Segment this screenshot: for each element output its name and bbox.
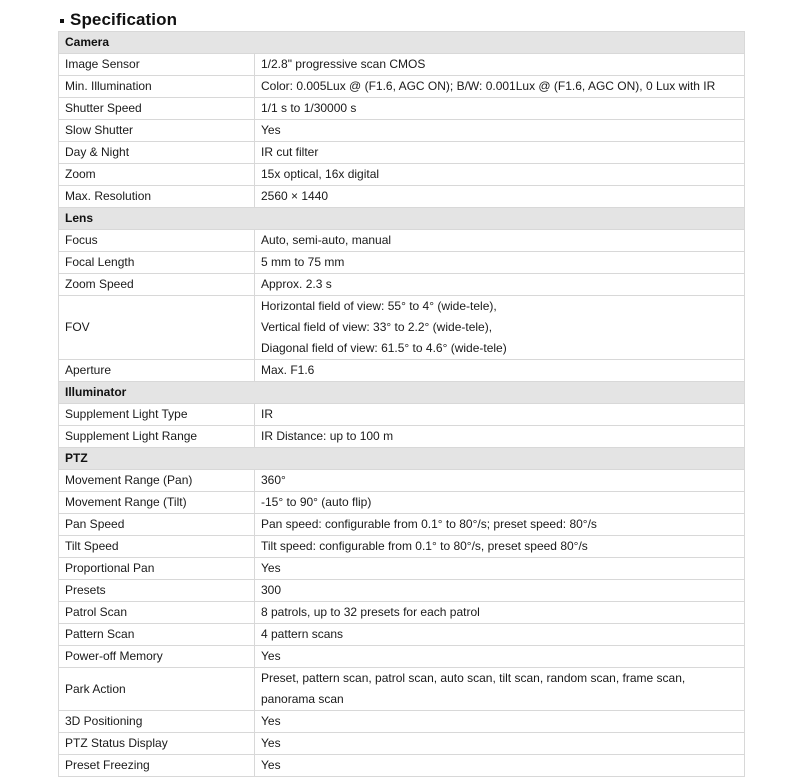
spec-value-line: Yes [261,714,281,728]
spec-value [255,646,745,668]
spec-label: Presets [59,580,255,602]
spec-value [255,558,745,580]
spec-label: Pattern Scan [59,624,255,646]
spec-label: Aperture [59,360,255,382]
spec-label: PTZ Status Display [59,733,255,755]
table-row [59,536,745,558]
table-row [59,558,745,580]
table-row [59,492,745,514]
table-row [59,426,745,448]
table-row [59,646,745,668]
spec-value [255,711,745,733]
table-row [59,602,745,624]
section-title: Lens [59,208,745,230]
spec-label: Supplement Light Range [59,426,255,448]
spec-label: Focal Length [59,252,255,274]
spec-value-line: 8 patrols, up to 32 presets for each patrol [261,605,480,619]
table-row [59,230,745,252]
table-row [59,54,745,76]
spec-value-line: Color: 0.005Lux @ (F1.6, AGC ON); B/W: 0.001Lux @ (F1.6, AGC ON), 0 Lux with IR [261,79,716,93]
table-row [59,120,745,142]
spec-value-line: 1/1 s to 1/30000 s [261,101,357,115]
table-row [59,404,745,426]
spec-value [255,296,745,360]
spec-label: Zoom Speed [59,274,255,296]
table-row [59,733,745,755]
spec-label: Movement Range (Tilt) [59,492,255,514]
spec-label: Power-off Memory [59,646,255,668]
section-header-lens [59,208,745,230]
spec-table-body [59,32,745,777]
spec-value [255,98,745,120]
table-row [59,274,745,296]
spec-value-line: Diagonal field of view: 61.5° to 4.6° (wide-tele) [261,341,507,355]
spec-value [255,404,745,426]
spec-value-line: IR Distance: up to 100 m [261,429,394,443]
spec-label: Max. Resolution [59,186,255,208]
spec-value-line: Yes [261,758,281,772]
spec-value [255,668,745,711]
spec-value-line: 15x optical, 16x digital [261,167,380,181]
spec-value [255,733,745,755]
table-row [59,76,745,98]
spec-value [255,252,745,274]
spec-label: Min. Illumination [59,76,255,98]
spec-value-line: Pan speed: configurable from 0.1° to 80°/s; preset speed: 80°/s [261,517,597,531]
table-row [59,164,745,186]
page-title-text: Specification [70,10,178,29]
table-row [59,668,745,711]
spec-value [255,120,745,142]
page-title [60,9,177,31]
spec-label: Slow Shutter [59,120,255,142]
spec-value-line: Preset, pattern scan, patrol scan, auto scan, tilt scan, random scan, frame scan, [261,671,686,685]
spec-label: Tilt Speed [59,536,255,558]
spec-value [255,580,745,602]
table-row [59,98,745,120]
spec-value [255,624,745,646]
spec-value-line: Yes [261,561,281,575]
table-row [59,580,745,602]
spec-value-line: Horizontal field of view: 55° to 4° (wide-tele), [261,299,497,313]
spec-label: FOV [59,296,255,360]
table-row [59,186,745,208]
spec-value-line: Max. F1.6 [261,363,315,377]
section-title: Illuminator [59,382,745,404]
spec-label: Preset Freezing [59,755,255,777]
spec-value-line: Yes [261,736,281,750]
spec-label: Park Action [59,668,255,711]
spec-label: Shutter Speed [59,98,255,120]
spec-value-line: Tilt speed: configurable from 0.1° to 80°/s, preset speed 80°/s [261,539,588,553]
spec-label: Supplement Light Type [59,404,255,426]
spec-value [255,514,745,536]
spec-value [255,274,745,296]
spec-value-line: 4 pattern scans [261,627,344,641]
spec-label: Patrol Scan [59,602,255,624]
table-row [59,711,745,733]
spec-value-line: 360° [261,473,286,487]
spec-value-line: 5 mm to 75 mm [261,255,345,269]
spec-label: Zoom [59,164,255,186]
spec-value [255,755,745,777]
spec-value [255,142,745,164]
spec-value [255,76,745,98]
section-header-camera [59,32,745,54]
spec-value-line: Yes [261,649,281,663]
section-header-illuminator [59,382,745,404]
square-bullet-icon [60,19,64,23]
spec-table [58,31,745,777]
spec-value-line: Auto, semi-auto, manual [261,233,392,247]
spec-value-line: Vertical field of view: 33° to 2.2° (wide-tele), [261,320,493,334]
spec-value-line: panorama scan [261,692,344,706]
spec-label: Focus [59,230,255,252]
table-row [59,514,745,536]
spec-value [255,492,745,514]
spec-label: 3D Positioning [59,711,255,733]
spec-value [255,360,745,382]
spec-value [255,164,745,186]
spec-value-line: 300 [261,583,282,597]
spec-value-line: IR [261,407,273,421]
spec-value [255,54,745,76]
spec-value [255,470,745,492]
spec-value [255,230,745,252]
spec-value-line: Yes [261,123,281,137]
spec-value-line: 1/2.8" progressive scan CMOS [261,57,426,71]
table-row [59,624,745,646]
spec-label: Pan Speed [59,514,255,536]
spec-value-line: IR cut filter [261,145,319,159]
table-row [59,755,745,777]
spec-value-line: Approx. 2.3 s [261,277,332,291]
spec-value [255,186,745,208]
section-header-ptz [59,448,745,470]
table-row [59,252,745,274]
table-row [59,296,745,360]
table-row [59,142,745,164]
spec-value [255,426,745,448]
table-row [59,470,745,492]
spec-value [255,602,745,624]
spec-value [255,536,745,558]
spec-value-line: 2560 × 1440 [261,189,329,203]
section-title: Camera [59,32,745,54]
spec-label: Day & Night [59,142,255,164]
spec-value-line: -15° to 90° (auto flip) [261,495,372,509]
section-title: PTZ [59,448,745,470]
spec-label: Movement Range (Pan) [59,470,255,492]
spec-label: Proportional Pan [59,558,255,580]
table-row [59,360,745,382]
spec-label: Image Sensor [59,54,255,76]
